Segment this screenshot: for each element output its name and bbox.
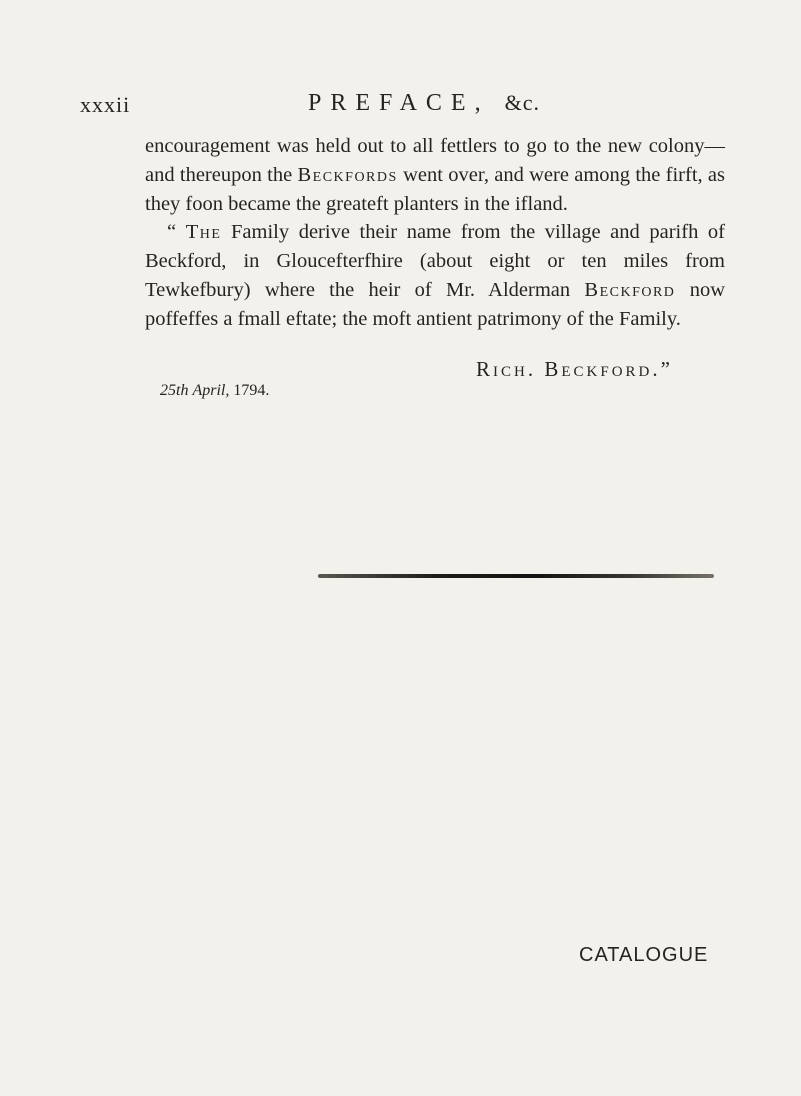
dateline-day: 25th <box>160 382 189 399</box>
catchword: CATALOGUE <box>579 944 709 966</box>
dateline-year: 1794. <box>233 382 270 399</box>
body-text <box>145 132 725 334</box>
paragraph-text: Family derive their name from the village and parifh of Beckford, in Gloucefterfhire (about eight or ten miles from Tewkefbury) where the heir of Mr. Alderman <box>145 221 726 301</box>
page-number: xxxii <box>80 92 131 117</box>
paragraph-text: went over, and were among the firft, as they foon became the greateft planters in the ifland. <box>145 163 726 215</box>
paragraph <box>145 132 725 218</box>
paragraph <box>145 218 725 333</box>
running-head-suffix: &c. <box>504 90 540 115</box>
running-head <box>308 90 540 117</box>
dateline <box>160 382 269 400</box>
paragraph-text: now poffeffes a fmall eftate; the moft antient patrimony of the Family. <box>145 278 725 330</box>
small-caps-word: The <box>185 221 222 244</box>
quote-mark: “ <box>167 221 177 244</box>
paragraph-text: encouragement was held out to all fettlers to go to the new colony—and thereupon the <box>145 135 725 186</box>
signature: Rich. Beckford.” <box>476 357 673 381</box>
family-name: Beckfords <box>297 163 398 186</box>
family-name: Beckford <box>584 278 676 301</box>
section-rule <box>318 574 714 578</box>
dateline-month: April, <box>192 382 230 399</box>
running-head-title: PREFACE, <box>308 90 490 116</box>
